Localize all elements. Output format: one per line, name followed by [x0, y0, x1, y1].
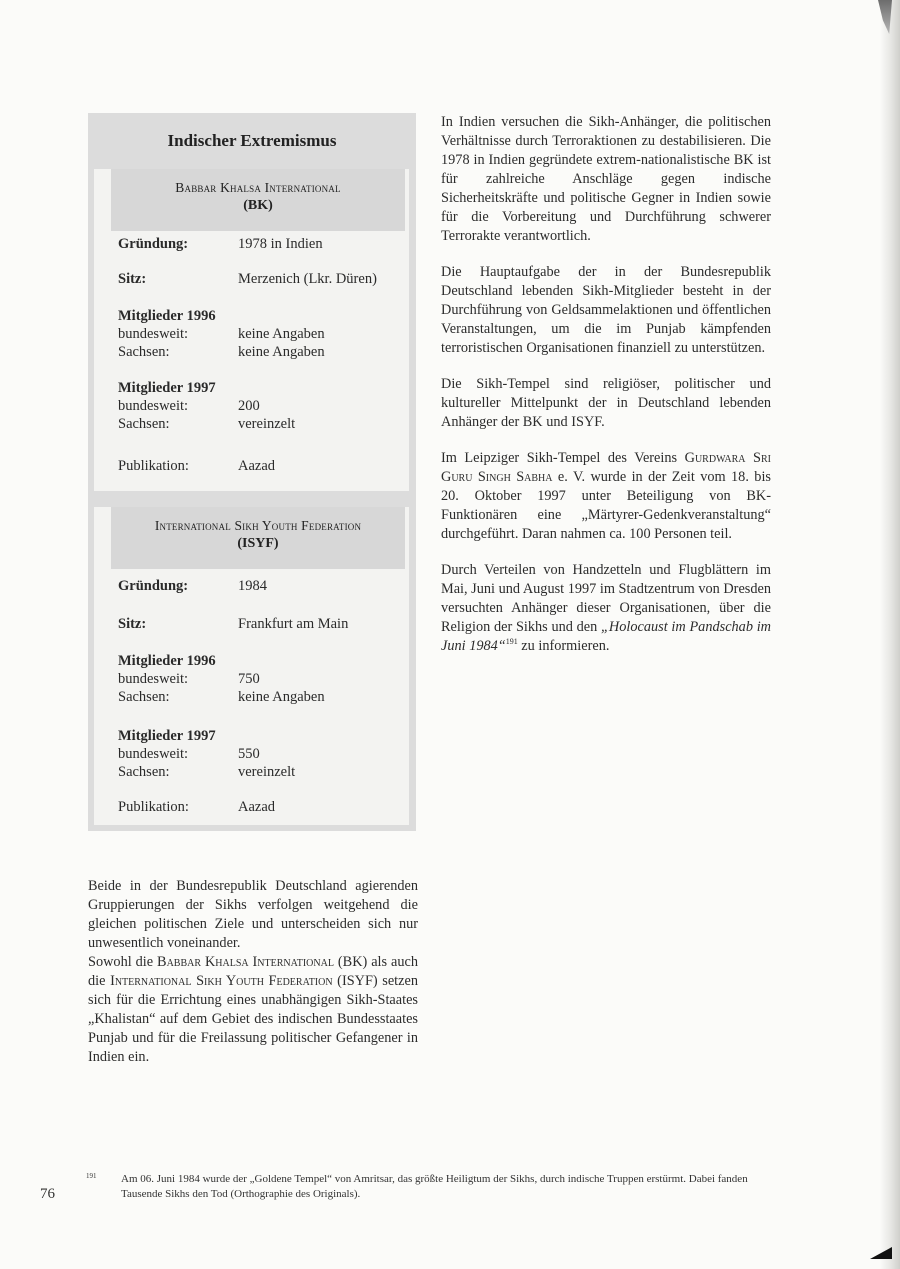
- isyf-m1997-sachsen-value: vereinzelt: [238, 764, 296, 780]
- footnote-ref: 191: [505, 637, 518, 647]
- bk-m1996-label: Mitglieder 1996: [118, 308, 216, 324]
- khalistan-text-2: (BK) als auch die: [88, 954, 419, 989]
- isyf-m1996-label: Mitglieder 1996: [118, 653, 216, 669]
- paragraph-indien: In Indien versuchen die Sikh-Anhänger, die politischen Verhältnisse durch Terroraktionen zu destabilisieren. Die 1978 in Indien gegründete extrem-nationalistische BK ist für zahlreiche Anschläge gegen indische Sicherheitskräfte und politische Gegner in Indien sowie für die Vorbereitung und Durchführung schwerer Terrorakte verantwortlich.: [441, 114, 771, 244]
- dresden-text-2: zu informieren.: [517, 638, 610, 654]
- isyf-gruendung-value: 1984: [238, 578, 267, 594]
- leipzig-text-1: Im Leipziger Sikh-Tempel des Vereins: [441, 450, 685, 466]
- holocaust-quote: „Holocaust im Pandschab im Juni 1984“: [441, 619, 771, 654]
- isyf-sitz-label: Sitz:: [118, 616, 147, 632]
- leipzig-text-2: e. V. wurde in der Zeit vom 18. bis 20. Oktober 1997 unter Beteiligung von BK-Funktionären eine „Märtyrer-Gedenkveranstaltung“ durchgeführt. Daran nahmen ca. 100 Personen teil.: [441, 469, 771, 542]
- isyf-publikation-value: Aazad: [238, 799, 276, 815]
- bk-gruendung-value: 1978 in Indien: [238, 236, 323, 252]
- bk-m1996-sachsen-label: Sachsen:: [118, 344, 170, 360]
- bk-m1997-sachsen-value: vereinzelt: [238, 416, 296, 432]
- isyf-m1997-label: Mitglieder 1997: [118, 728, 216, 744]
- bk-m1996-bund-label: bundesweit:: [118, 326, 189, 342]
- right-column-text: [441, 113, 771, 673]
- page-number: 76: [40, 1186, 55, 1202]
- paragraph-tempel: Die Sikh-Tempel sind religiöser, politischer und kultureller Mittelpunkt der in Deutschland lebenden Anhänger der BK und ISYF.: [441, 376, 771, 430]
- isyf-panel: [94, 507, 409, 825]
- footnote-text: Am 06. Juni 1984 wurde der „Goldene Tempel“ von Amritsar, das größte Heiligtum der Sikhs, durch indische Truppen erstürmt. Dabei fanden Tausende Sikhs den Tod (Orthographie des Originals).: [121, 1173, 748, 1200]
- isyf-m1996-sachsen-value: keine Angaben: [238, 689, 325, 705]
- bk-m1996-sachsen-value: keine Angaben: [238, 344, 325, 360]
- footnote-number: 191: [86, 1172, 97, 1180]
- isyf-m1996-bund-label: bundesweit:: [118, 671, 189, 687]
- bk-publikation-value: Aazad: [238, 458, 276, 474]
- bk-header: [111, 169, 405, 231]
- paragraph-gruppierungen: Beide in der Bundesrepublik Deutschland agierenden Gruppierungen der Sikhs verfolgen weitgehend die gleichen politischen Ziele und unterscheiden sich nur unwesentlich voneinander.: [88, 878, 418, 951]
- gurdwara-name: Gurdwara Sri Guru Singh Sabha: [441, 450, 771, 485]
- isyf-m1997-bund-label: bundesweit:: [118, 746, 189, 762]
- isyf-abbr: (ISYF): [237, 536, 279, 551]
- scan-edge-shadow: [880, 0, 900, 1269]
- isyf-m1997-bund-value: 550: [238, 746, 260, 762]
- bk-m1997-label: Mitglieder 1997: [118, 380, 216, 396]
- isyf-name: International Sikh Youth Federation: [154, 518, 362, 533]
- organization-info-box: [88, 113, 416, 831]
- isyf-publikation-label: Publikation:: [118, 799, 189, 815]
- dresden-text-1: Durch Verteilen von Handzetteln und Flugblättern im Mai, Juni und August 1997 im Stadtzentrum von Dresden versuchten Anhänger dieser Organisationen, über die Religion der Sikhs und den: [441, 562, 771, 635]
- khalistan-text-1: Sowohl die: [88, 954, 158, 970]
- bk-publikation-label: Publikation:: [118, 458, 189, 474]
- bk-m1997-bund-label: bundesweit:: [118, 398, 189, 414]
- isyf-name-inline: International Sikh Youth Federation: [110, 973, 333, 989]
- bk-name: Babbar Khalsa International: [175, 180, 341, 195]
- paragraph-hauptaufgabe: Die Hauptaufgabe der in der Bundesrepublik Deutschland lebenden Sikh-Mitglieder besteht in der Durchführung von Geldsammelaktionen und öffentlichen Veranstaltungen, um die im Punjab kämpfenden terroristischen Organisationen finanziell zu unterstützen.: [441, 264, 771, 356]
- khalistan-text-3: (ISYF) setzen sich für die Errichtung eines unabhängigen Sikh-Staates „Khalistan“ auf dem Gebiet des indischen Bundesstaates Punjab und für die Freilassung politischer Gefangener in Indien ein.: [88, 973, 418, 1065]
- isyf-header: [111, 507, 405, 569]
- paragraph-dresden: [441, 561, 771, 656]
- isyf-sitz-value: Frankfurt am Main: [238, 616, 349, 632]
- bottom-text: [88, 877, 418, 1067]
- bk-m1997-bund-value: 200: [238, 398, 260, 414]
- box-title: Indischer Extremismus: [167, 131, 337, 150]
- bk-panel: [94, 169, 409, 491]
- bk-name-inline: Babbar Khalsa International: [157, 954, 334, 970]
- bk-m1997-sachsen-label: Sachsen:: [118, 416, 170, 432]
- isyf-m1997-sachsen-label: Sachsen:: [118, 764, 170, 780]
- bk-sitz-label: Sitz:: [118, 271, 147, 287]
- paragraph-leipzig: [441, 449, 771, 544]
- bk-abbr: (BK): [243, 198, 273, 213]
- isyf-gruendung-label: Gründung:: [118, 578, 189, 594]
- bk-sitz-value: Merzenich (Lkr. Düren): [238, 271, 377, 287]
- isyf-m1996-sachsen-label: Sachsen:: [118, 689, 170, 705]
- isyf-m1996-bund-value: 750: [238, 671, 260, 687]
- bk-gruendung-label: Gründung:: [118, 236, 189, 252]
- paragraph-khalistan: [88, 953, 418, 1067]
- bk-m1996-bund-value: keine Angaben: [238, 326, 325, 342]
